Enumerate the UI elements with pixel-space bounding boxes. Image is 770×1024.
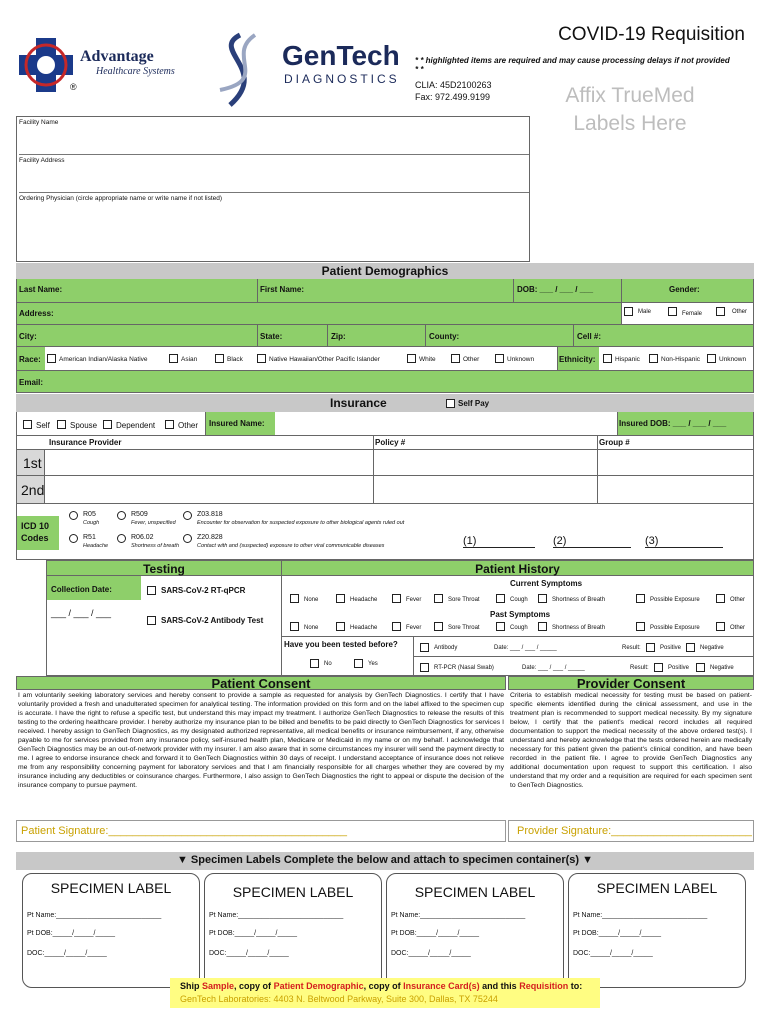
specimen-label-4[interactable] (568, 873, 746, 988)
current-symptom-checkbox-2[interactable] (392, 594, 401, 603)
icd-code-3: R51 (83, 534, 96, 541)
other-gender-label: Other (732, 309, 748, 315)
icd-checkbox-0[interactable] (69, 511, 78, 520)
race-checkbox-3[interactable] (257, 354, 266, 363)
past-symptoms-row (286, 622, 752, 634)
form-title: COVID-19 Requisition (558, 24, 745, 45)
gentech-logo (200, 30, 415, 110)
ship-instructions (170, 978, 600, 1008)
specimen-label-3[interactable] (386, 873, 564, 988)
race-checkbox-6[interactable] (495, 354, 504, 363)
rtpcr-label: RT-PCR (Nasal Swab) (434, 665, 494, 671)
past-symptom-7: Other (730, 625, 746, 631)
ethnicity-label: Ethnicity: (559, 355, 596, 364)
past-symptom-3: Sore Throat (448, 625, 480, 631)
testing-header (46, 560, 282, 576)
current-symptom-checkbox-3[interactable] (434, 594, 443, 603)
icd-desc-3: Headache (83, 543, 109, 549)
specimen-pt-name[interactable]: Pt Name:___________________________ (573, 912, 708, 919)
icd-desc-5: Contact with and (suspected) exposure to other viral communicable diseases (197, 543, 385, 549)
patient-consent-header (16, 676, 506, 690)
advantage-logo (16, 34, 206, 96)
ethnicity-checkbox-2[interactable] (707, 354, 716, 363)
insurance-first-label: 1st (23, 455, 42, 471)
email-label[interactable]: Email: (19, 378, 44, 387)
past-symptom-checkbox-3[interactable] (434, 622, 443, 631)
relation-checkbox-3[interactable] (165, 420, 174, 429)
copy-of-1: , copy of (234, 981, 272, 991)
icd-desc-2: Encounter for observation for suspected exposure to other biological agents ruled out (197, 520, 405, 526)
female-checkbox[interactable] (668, 307, 677, 316)
past-symptom-checkbox-5[interactable] (538, 622, 547, 631)
antibody-result-label: Result: (622, 645, 641, 651)
insurance-second-row[interactable] (16, 476, 754, 504)
relation-option-3: Other (178, 421, 199, 430)
zip-label[interactable]: Zip: (331, 332, 346, 341)
provider-signature-label: Provider Signature:_______________________ (517, 825, 752, 837)
icd-slot-3[interactable]: (3) (645, 535, 723, 548)
specimen-banner (16, 852, 754, 870)
current-symptom-4: Cough (510, 597, 528, 603)
state-label[interactable]: State: (260, 332, 283, 341)
gentech-sub: DIAGNOSTICS (284, 72, 400, 86)
self-pay-checkbox[interactable] (446, 399, 455, 408)
current-symptom-7: Other (730, 597, 746, 603)
history-title: Patient History (475, 562, 560, 576)
demo-row-email (16, 371, 754, 393)
icd-checkbox-5[interactable] (183, 534, 192, 543)
antibody-negative-checkbox[interactable] (686, 643, 695, 652)
icd-slot-1[interactable]: (1) (463, 535, 535, 548)
insurance-header (16, 394, 754, 412)
female-label: Female (682, 311, 703, 317)
dna-helix-icon (200, 30, 280, 110)
ethnicity-option-1: Non-Hispanic (661, 356, 701, 363)
relation-option-1: Spouse (70, 421, 98, 430)
past-symptoms-label: Past Symptoms (490, 610, 551, 619)
demo-row-race (16, 347, 754, 371)
insurance-second-label: 2nd (21, 482, 45, 498)
relation-checkbox-0[interactable] (23, 420, 32, 429)
race-checkbox-0[interactable] (47, 354, 56, 363)
provider-consent-title: Provider Consent (576, 676, 686, 691)
pcr-test-checkbox[interactable] (147, 586, 156, 595)
specimen-pt-dob[interactable]: Pt DOB:_____/_____/_____ (209, 930, 297, 937)
specimen-pt-name[interactable]: Pt Name:___________________________ (391, 912, 526, 919)
specimen-doc[interactable]: DOC:_____/_____/_____ (391, 950, 471, 957)
patient-consent-text: I am voluntarily seeking laboratory services and hereby consent to provide a sample as requested for analysis by GenTech Diagnostics. I certify that I have voluntarily provided a fresh and unadulterated specimen for analytical testing. The information provided on this form and on the label affixed to the specimen cup is accurate. I have the right to refuse a specific test, but understand this may impact my treatment. I authorize GenTech Diagnostics to release the results of this testing to the ordering healthcare provider. I hereby authorize my insurance plan to be billed and benefits to be paid directly to GenTech Diagnostics for services I received. I hereby assign to GenTech Diagnostics, as my designated authorized representative, all medical benefits or insurance reimbursement, if any, otherwise payable to me for services provided from any insurance policy, self-insured health plan, Medicare or Medicaid in my name or on my behalf. I acknowledge that GenTech Diagnostics may be an out-of-network provider with my insurer. I am also aware that in some circumstances my insurer will send the payment directly to me. I agree to endorse insurance check and forward it to GenTech Diagnostics within 30 days of receipt. I understand acceptance of insurance does not relieve me from any responsibility concerning payment for laboratory services and that I am financially responsible for all charges whether they are covered by my insurance including any deductibles or coinsurance charges. Furthermore, I also assign to GenTech Diagnostics the right to appeal or dispute the decision of the insurance company to pursue payment. (18, 692, 504, 789)
race-checkbox-1[interactable] (169, 354, 178, 363)
tested-yes-checkbox[interactable] (354, 659, 363, 668)
and-this-word: and this (482, 981, 517, 991)
antibody-positive-checkbox[interactable] (646, 643, 655, 652)
insured-dob-label[interactable]: Insured DOB: ___ / ___ / ___ (619, 419, 727, 428)
advantage-name: Advantage (80, 48, 154, 65)
race-option-1: Asian (181, 356, 198, 363)
rtpcr-negative-checkbox[interactable] (696, 663, 705, 672)
rtpcr-positive-label: Positive (668, 665, 690, 671)
icd-desc-0: Cough (83, 520, 100, 526)
antibody-date[interactable]: Date: ___ / ___ / _____ (494, 645, 557, 651)
icd-code-0: R05 (83, 511, 96, 518)
self-pay-label: Self Pay (458, 399, 490, 408)
icd-code-2: Z03.818 (197, 511, 223, 518)
icd-code-1: R509 (131, 511, 148, 518)
lab-address: GenTech Laboratories: 4403 N. Beltwood Parkway, Suite 300, Dallas, TX 75244 (180, 994, 498, 1004)
fax-number: Fax: 972.499.9199 (415, 92, 491, 102)
specimen-doc[interactable]: DOC:_____/_____/_____ (27, 950, 107, 957)
antibody-test-checkbox[interactable] (147, 616, 156, 625)
past-symptom-4: Cough (510, 625, 528, 631)
dob-field[interactable]: DOB: ___ / ___ / ___ (517, 285, 594, 294)
testing-panel (46, 576, 282, 676)
other-gender-checkbox[interactable] (716, 307, 725, 316)
icd-code-5: Z20.828 (197, 534, 223, 541)
past-symptom-5: Shortness of Breath (552, 625, 606, 631)
race-option-0: American Indian/Alaska Native (59, 356, 148, 363)
specimen-pt-name[interactable]: Pt Name:___________________________ (27, 912, 162, 919)
demo-row-city (16, 325, 754, 347)
past-symptom-6: Possible Exposure (650, 625, 700, 631)
history-panel (282, 576, 754, 676)
copy-of-2: , copy of (363, 981, 401, 991)
history-header (282, 560, 754, 576)
specimen-label-title: SPECIMEN LABEL (232, 884, 354, 900)
relation-checkbox-1[interactable] (57, 420, 66, 429)
icd-desc-1: Fever, unspecified (131, 520, 176, 526)
male-label: Male (638, 309, 652, 315)
rtpcr-result-label: Result: (630, 665, 649, 671)
rtpcr-positive-checkbox[interactable] (654, 663, 663, 672)
specimen-label-title: SPECIMEN LABEL (50, 880, 172, 896)
specimen-pt-dob[interactable]: Pt DOB:_____/_____/_____ (573, 930, 661, 937)
specimen-pt-dob[interactable]: Pt DOB:_____/_____/_____ (27, 930, 115, 937)
gender-label: Gender: (669, 285, 700, 294)
insurance-relation-row (16, 412, 754, 436)
past-symptom-1: Headache (350, 625, 378, 631)
specimen-label-title: SPECIMEN LABEL (414, 884, 536, 900)
current-symptom-checkbox-1[interactable] (336, 594, 345, 603)
icd-code-4: R06.02 (131, 534, 154, 541)
pcr-test-label: SARS-CoV-2 RT-qPCR (161, 586, 246, 595)
antibody-positive-label: Positive (660, 645, 682, 651)
specimen-doc[interactable]: DOC:_____/_____/_____ (573, 950, 653, 957)
antibody-label: Antibody (434, 645, 458, 651)
facility-name-field[interactable]: Facility Name (19, 119, 529, 155)
current-symptom-2: Fever (406, 597, 422, 603)
tested-no-label: No (324, 661, 332, 667)
gentech-name: GenTech (282, 40, 400, 71)
specimen-banner-text: ▼ Specimen Labels Complete the below and attach to specimen container(s) ▼ (176, 854, 594, 866)
icd-section (16, 504, 754, 560)
ethnicity-checkbox-0[interactable] (603, 354, 612, 363)
demographics-header: Patient Demographics (16, 263, 754, 279)
relation-checkbox-2[interactable] (103, 420, 112, 429)
demo-row-address (16, 303, 754, 325)
registered-mark: ® (70, 82, 77, 92)
icd-checkbox-2[interactable] (183, 511, 192, 520)
rtpcr-date[interactable]: Date: ___ / ___ / _____ (522, 665, 585, 671)
ethnicity-option-2: Unknown (719, 356, 747, 363)
antibody-negative-label: Negative (700, 645, 724, 651)
rtpcr-negative-label: Negative (710, 665, 734, 671)
race-option-6: Unknown (507, 356, 535, 363)
race-checkbox-5[interactable] (451, 354, 460, 363)
specimen-label-2[interactable] (204, 873, 382, 988)
label-area: Affix TrueMed Labels Here (565, 84, 695, 135)
county-label[interactable]: County: (429, 332, 460, 341)
sample-word: Sample (202, 981, 235, 991)
icd-checkbox-4[interactable] (117, 534, 126, 543)
icd-checkbox-1[interactable] (117, 511, 126, 520)
medical-cross-icon (16, 34, 76, 96)
tested-no-checkbox[interactable] (310, 659, 319, 668)
provider-consent-header (508, 676, 754, 690)
current-symptom-checkbox-4[interactable] (496, 594, 505, 603)
current-symptom-0: None (304, 597, 319, 603)
relation-option-2: Dependent (116, 421, 156, 430)
past-symptom-checkbox-0[interactable] (290, 622, 299, 631)
provider-consent-text: Criteria to establish medical necessity for testing must be based on patient-specific elements identified during the clinical assessment, and use in the treatment plan is recommended to support medical necessity. By my signature below, I certify that the patient's medical record includes all required documentation to support the medical necessity of the above ordered test(s). I understand and hereby acknowledge that the tests ordered herein are medically necessary for this patient given the patient's clinical condition, and have been recorded in the patient file. I agree to provide GenTech Diagnostics any additional documentation upon request to support this certification. I also understand that my order and a requisition are required for each specimen sent to GenTech Diagnostics. (510, 692, 752, 789)
insurance-columns-row (16, 436, 754, 450)
collection-date-field[interactable]: ___ / ___ / ___ (51, 608, 112, 618)
current-symptoms-row (286, 594, 752, 606)
current-symptom-6: Possible Exposure (650, 597, 700, 603)
current-symptom-1: Headache (350, 597, 378, 603)
requisition-word: Requisition (519, 981, 569, 991)
specimen-doc[interactable]: DOC:_____/_____/_____ (209, 950, 289, 957)
specimen-pt-name[interactable]: Pt Name:___________________________ (209, 912, 344, 919)
patient-signature-box[interactable] (16, 820, 506, 842)
ship-word: Ship (180, 981, 200, 991)
rtpcr-checkbox[interactable] (420, 663, 429, 672)
specimen-label-title: SPECIMEN LABEL (596, 880, 718, 896)
group-col: Group # (599, 438, 630, 447)
insurance-first-row[interactable] (16, 450, 754, 476)
insurance-title: Insurance (330, 396, 387, 410)
patient-consent-title: Patient Consent (211, 676, 311, 691)
current-symptoms-label: Current Symptoms (510, 579, 583, 588)
policy-col: Policy # (375, 438, 406, 447)
current-symptom-checkbox-6[interactable] (636, 594, 645, 603)
race-option-3: Native Hawaiian/Other Pacific Islander (269, 356, 380, 363)
collection-date-label: Collection Date: (51, 585, 112, 594)
race-option-5: Other (463, 356, 480, 363)
insured-name-label[interactable]: Insured Name: (209, 419, 265, 428)
icd-desc-4: Shortness of breath (131, 543, 180, 549)
first-name-label[interactable]: First Name: (260, 285, 305, 294)
required-note: * * highlighted items are required and may cause processing delays if not provided * * (415, 56, 730, 74)
race-checkbox-2[interactable] (215, 354, 224, 363)
icd-slot-2[interactable]: (2) (553, 535, 631, 548)
past-symptom-0: None (304, 625, 319, 631)
facility-address-field[interactable]: Facility Address (19, 157, 529, 193)
current-symptom-checkbox-0[interactable] (290, 594, 299, 603)
address-label[interactable]: Address: (19, 309, 54, 318)
specimen-pt-dob[interactable]: Pt DOB:_____/_____/_____ (391, 930, 479, 937)
icd-checkbox-3[interactable] (69, 534, 78, 543)
icd-label: ICD 10 Codes (21, 521, 50, 543)
ethnicity-option-0: Hispanic (615, 356, 640, 363)
ordering-physician-field[interactable]: Ordering Physician (circle appropriate name or write name if not listed) (19, 195, 223, 202)
ethnicity-checkbox-1[interactable] (649, 354, 658, 363)
tested-before-question: Have you been tested before? (284, 640, 398, 649)
race-label: Race: (19, 355, 41, 364)
antibody-test-label: SARS-CoV-2 Antibody Test (161, 616, 264, 625)
insurance-card-word: Insurance Card(s) (403, 981, 480, 991)
advantage-sub: Healthcare Systems (96, 66, 175, 77)
current-symptom-checkbox-7[interactable] (716, 594, 725, 603)
insurance-provider-col: Insurance Provider (49, 438, 122, 447)
current-symptom-3: Sore Throat (448, 597, 480, 603)
to-word: to: (570, 981, 583, 991)
male-checkbox[interactable] (624, 307, 633, 316)
city-label[interactable]: City: (19, 332, 37, 341)
past-symptom-checkbox-6[interactable] (636, 622, 645, 631)
patient-signature-label: Patient Signature:_______________________________________ (21, 825, 348, 837)
cell-label[interactable]: Cell #: (577, 332, 602, 341)
relation-option-0: Self (36, 421, 50, 430)
provider-signature-box[interactable] (508, 820, 754, 842)
past-symptom-checkbox-4[interactable] (496, 622, 505, 631)
antibody-checkbox[interactable] (420, 643, 429, 652)
past-symptom-checkbox-7[interactable] (716, 622, 725, 631)
facility-box (16, 116, 530, 262)
race-option-2: Black (227, 356, 243, 363)
demo-row-name (16, 279, 754, 303)
last-name-label[interactable]: Last Name: (19, 285, 63, 294)
past-symptom-checkbox-1[interactable] (336, 622, 345, 631)
past-symptom-2: Fever (406, 625, 422, 631)
clia-number: CLIA: 45D2100263 (415, 80, 492, 90)
current-symptom-5: Shortness of Breath (552, 597, 606, 603)
race-option-4: White (419, 356, 436, 363)
testing-title: Testing (143, 562, 185, 576)
current-symptom-checkbox-5[interactable] (538, 594, 547, 603)
tested-yes-label: Yes (368, 661, 378, 667)
specimen-label-1[interactable] (22, 873, 200, 988)
past-symptom-checkbox-2[interactable] (392, 622, 401, 631)
race-checkbox-4[interactable] (407, 354, 416, 363)
patient-demographic-word: Patient Demographic (273, 981, 364, 991)
